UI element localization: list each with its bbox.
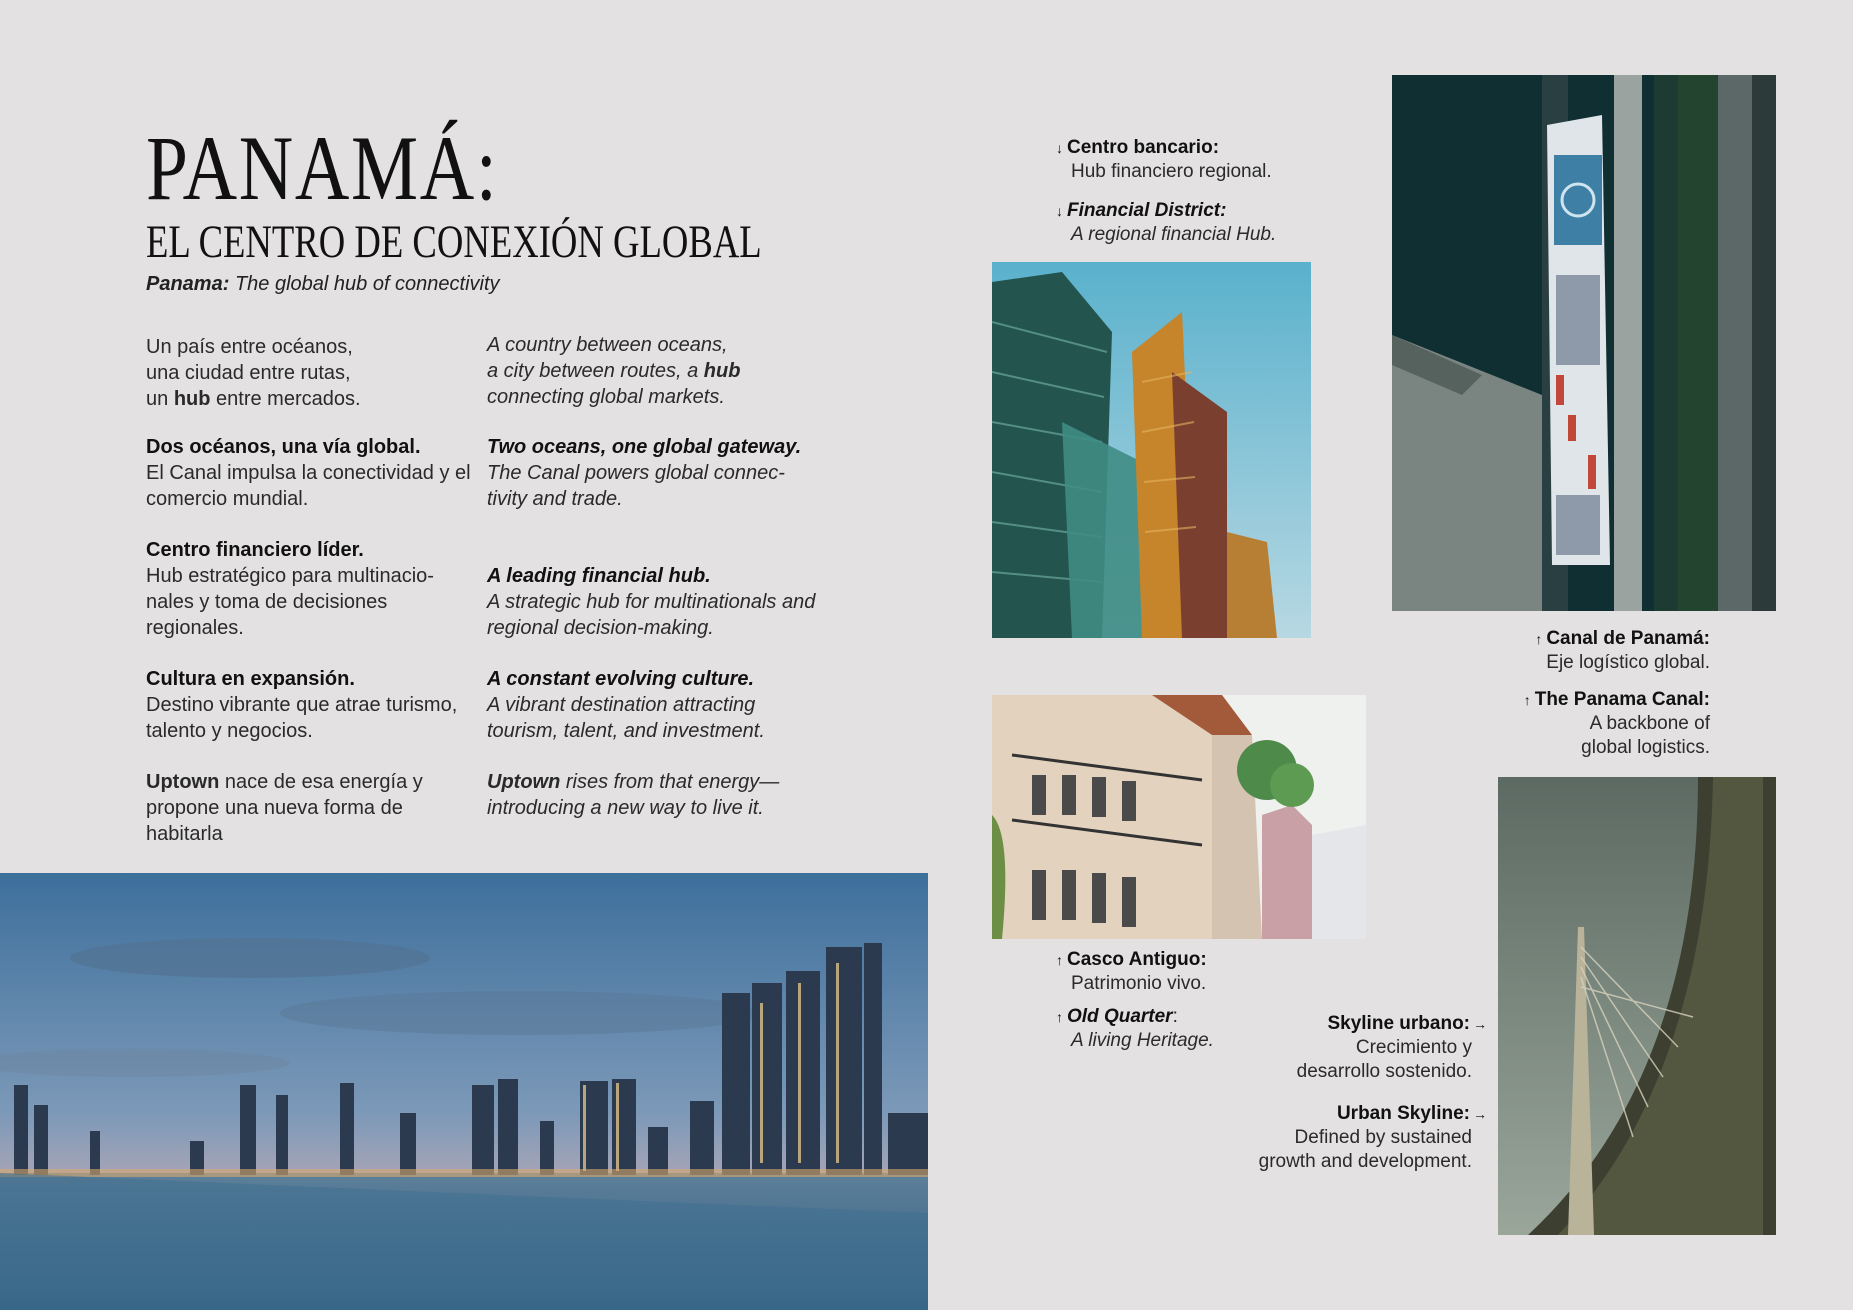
caption-desc: Patrimonio vivo. [1071, 973, 1207, 994]
caption-desc: Defined by sustained [1294, 1127, 1472, 1148]
text-fragment: nace de esa energía y propone una nueva forma de habitarla [146, 771, 423, 845]
caption-title: Financial District: [1067, 200, 1227, 221]
text-fragment: entre mercados. [210, 388, 361, 410]
arrow-down-icon: ↓ [1056, 140, 1063, 156]
es-intro-line: Un país entre océanos, [146, 336, 353, 358]
arrow-up-icon: ↑ [1056, 952, 1063, 968]
text-fragment: a city between routes, a [487, 360, 704, 382]
tagline-rest: The global hub of connectivity [234, 273, 500, 295]
casco-antiguo-photo [992, 695, 1366, 939]
es-section-culture [146, 666, 476, 744]
caption-panama-canal [1524, 688, 1710, 760]
skyline-bridge-photo [1498, 777, 1776, 1235]
section-heading: Cultura en expansión. [146, 668, 355, 690]
es-section-uptown [146, 769, 476, 847]
en-section-oceans [487, 434, 817, 512]
caption-desc: Hub financiero regional. [1071, 161, 1272, 182]
text-fragment: un [146, 388, 174, 410]
page-subtitle: EL CENTRO DE CONEXIÓN GLOBAL [146, 216, 762, 268]
en-section-uptown [487, 769, 817, 821]
caption-old-quarter [1056, 1005, 1214, 1053]
section-body: Hub estratégico para multinacio-nales y toma de decisiones regionales. [146, 565, 434, 639]
caption-desc: A backbone of [1589, 713, 1710, 734]
section-body: El Canal impulsa la conectividad y el comercio mundial. [146, 462, 471, 510]
caption-colon: : [1172, 1006, 1178, 1027]
caption-desc: A regional financial Hub. [1071, 224, 1277, 245]
arrow-up-icon: ↑ [1056, 1009, 1063, 1025]
en-section-culture [487, 666, 817, 744]
caption-desc: Crecimiento y [1355, 1037, 1472, 1058]
text-fragment: rises from that energy—introducing a new way to live it. [487, 771, 780, 819]
caption-urban-skyline [1259, 1102, 1487, 1174]
section-heading: A leading financial hub. [487, 565, 711, 587]
text-bold: hub [703, 360, 741, 382]
section-body: A vibrant destination attracting tourism, talent, and investment. [487, 694, 765, 742]
en-intro [487, 332, 817, 410]
section-body: Destino vibrante que atrae turismo, talento y negocios. [146, 694, 458, 742]
skyline-photo [0, 873, 928, 1310]
arrow-down-icon: ↓ [1056, 203, 1063, 219]
caption-centro-bancario [1056, 136, 1272, 184]
caption-desc: Eje logístico global. [1546, 652, 1710, 673]
tagline-bold: Panama: [146, 273, 230, 295]
caption-desc: A living Heritage. [1071, 1030, 1214, 1051]
section-heading: Dos océanos, una vía global. [146, 436, 421, 458]
caption-title: Old Quarter [1067, 1006, 1173, 1027]
caption-title: Skyline urbano: [1327, 1013, 1470, 1034]
es-intro [146, 334, 476, 412]
panama-canal-photo [1392, 75, 1776, 611]
section-body: The Canal powers global connec-tivity and trade. [487, 462, 785, 510]
tagline [146, 272, 500, 296]
caption-title: The Panama Canal: [1534, 689, 1710, 710]
section-body [146, 769, 476, 847]
caption-title: Urban Skyline: [1336, 1103, 1470, 1124]
section-heading: Centro financiero líder. [146, 539, 364, 561]
caption-skyline-urbano [1297, 1012, 1487, 1084]
section-body: A strategic hub for multinationals and regional decision-making. [487, 591, 816, 639]
arrow-up-icon: ↑ [1523, 692, 1531, 708]
caption-desc: growth and development. [1258, 1151, 1472, 1172]
arrow-right-icon: → [1473, 1106, 1487, 1122]
es-intro-line: una ciudad entre rutas, [146, 362, 351, 384]
en-intro-line: A country between oceans, [487, 334, 728, 356]
caption-title: Casco Antiguo: [1067, 949, 1207, 970]
caption-desc: global logistics. [1581, 737, 1710, 758]
es-section-financial [146, 537, 476, 641]
arrow-right-icon: → [1473, 1016, 1487, 1032]
en-intro-line: connecting global markets. [487, 386, 725, 408]
es-intro-line [146, 386, 476, 412]
caption-casco-antiguo [1056, 948, 1207, 996]
section-body [487, 769, 817, 821]
en-section-financial [487, 563, 817, 641]
caption-canal-panama [1535, 627, 1710, 675]
caption-financial-district [1056, 199, 1276, 247]
text-bold: hub [173, 388, 211, 410]
caption-desc: desarrollo sostenido. [1296, 1061, 1472, 1082]
caption-title: Centro bancario: [1067, 137, 1220, 158]
section-heading: A constant evolving culture. [487, 668, 755, 690]
text-bold: Uptown [146, 771, 220, 793]
caption-title: Canal de Panamá: [1546, 628, 1710, 649]
es-section-oceans [146, 434, 476, 512]
financial-district-photo [992, 262, 1311, 638]
page-title: PANAMÁ: [146, 117, 499, 219]
en-intro-line [487, 358, 817, 384]
text-bold: Uptown [487, 771, 561, 793]
arrow-up-icon: ↑ [1535, 631, 1543, 647]
section-heading: Two oceans, one global gateway. [487, 436, 802, 458]
